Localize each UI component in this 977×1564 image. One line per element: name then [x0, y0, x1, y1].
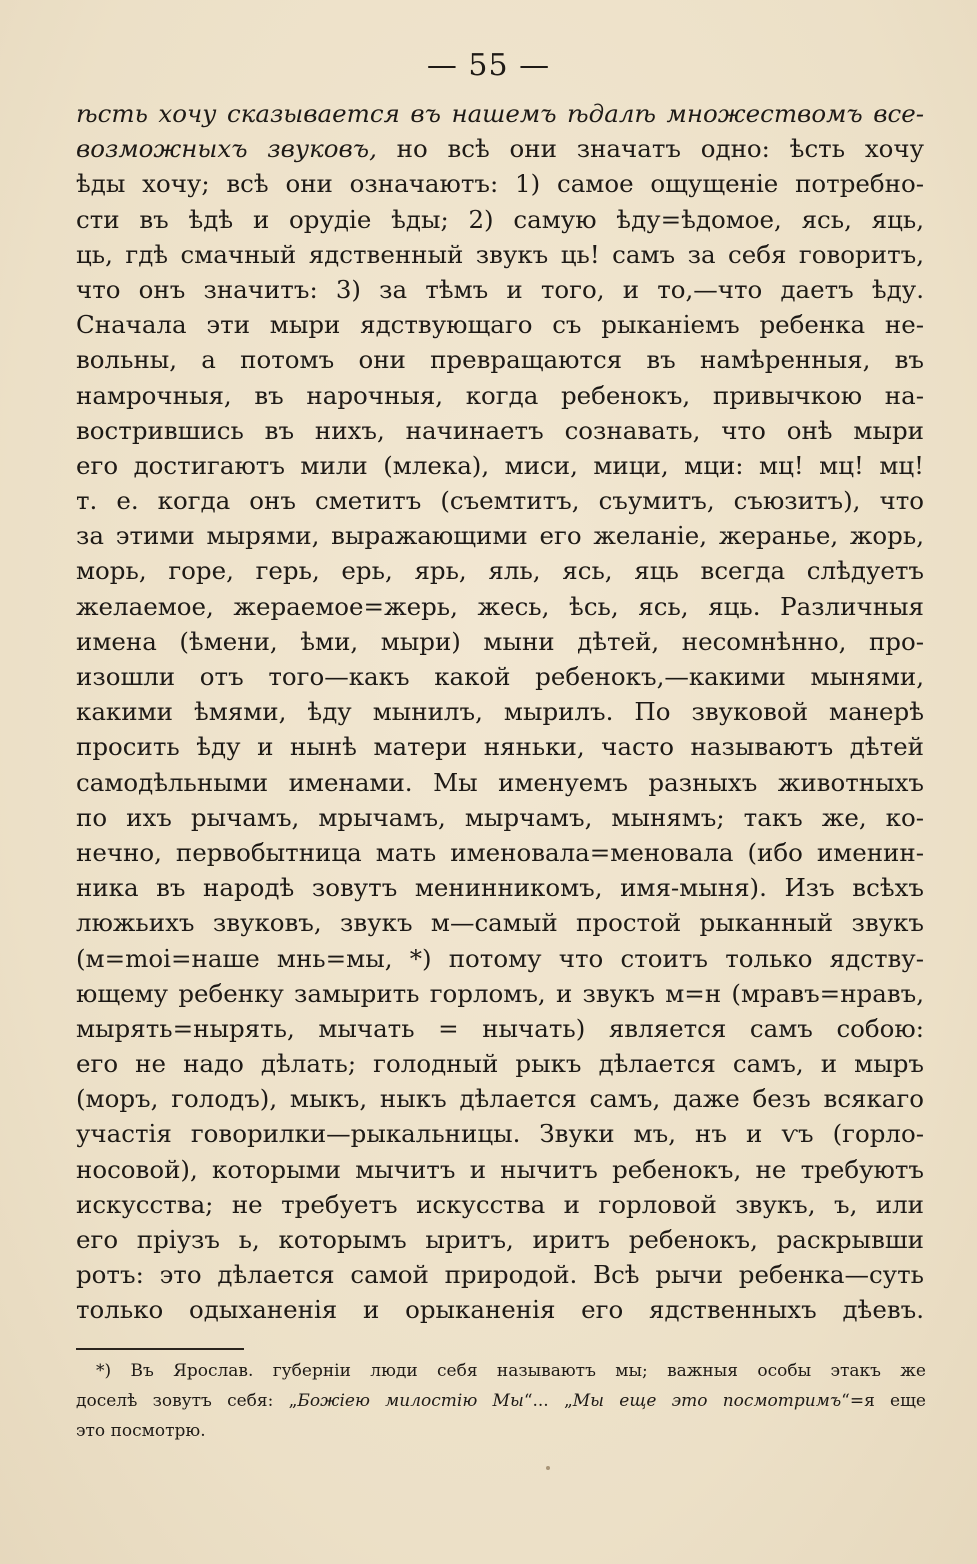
- footnote-line: [76, 1386, 926, 1416]
- footnote-line: *) Въ Ярослав. губерніи люди себя называютъ мы; важныя особы этакъ же: [96, 1361, 926, 1381]
- text-line: ника въ народѣ зовутъ менинникомъ, имя-мыня). Изъ всѣхъ: [76, 873, 924, 903]
- text-line: ць, гдѣ смачный ядственный звукъ ць! самъ за себя говоритъ,: [76, 239, 924, 269]
- text-line: какими ѣмями, ѣду мынилъ, мырилъ. По звуковой манерѣ: [76, 697, 924, 727]
- page-number: — 55 —: [426, 48, 551, 83]
- italic-text: возможныхъ звуковъ,: [76, 134, 377, 164]
- text-run: но всѣ они значатъ одно: ѣсть хочу: [376, 134, 924, 164]
- text-line: ющему ребенку замырить горломъ, и звукъ м=н (мравъ=нравъ,: [76, 978, 924, 1008]
- text-line: морь, горе, герь, ерь, ярь, яль, ясь, яць всегда слѣдуетъ: [76, 556, 924, 586]
- footnote-line: это посмотрю.: [76, 1421, 206, 1441]
- text-line: участія говорилки—рыкальницы. Звуки мъ, нъ и ѵъ (горло-: [76, 1119, 924, 1149]
- paper-speck: [546, 1466, 550, 1470]
- text-line: желаемое, жераемое=жерь, жесь, ѣсь, ясь, яць. Различныя: [76, 591, 924, 621]
- text-line: изошли отъ того—какъ какой ребенокъ,—какими мынями,: [76, 662, 924, 691]
- text-run: доселѣ зовутъ себя: „: [76, 1391, 298, 1411]
- text-line: за этими мырями, выражающими его желаніе, жеранье, жорь,: [76, 521, 924, 551]
- text-run: “=я еще: [841, 1391, 926, 1411]
- text-line: его не надо дѣлать; голодный рыкъ дѣлается самъ, и мыръ: [76, 1049, 924, 1079]
- text-line: по ихъ рычамъ, мрычамъ, мырчамъ, мынямъ; такъ же, ко-: [76, 802, 924, 832]
- footnote: [76, 1356, 926, 1446]
- text-line: (м=moi=наше мнь=мы, *) потому что стоитъ только ядству-: [76, 943, 924, 973]
- text-line: его достигаютъ мили (млека), миси, мици, мци: мц! мц! мц!: [76, 450, 924, 480]
- text-line: намрочныя, въ нарочныя, когда ребенокъ, привычкою на-: [76, 380, 924, 410]
- text-line: люжьихъ звуковъ, звукъ м—самый простой рыканный звукъ: [76, 908, 924, 938]
- text-line: просить ѣду и нынѣ матери няньки, часто называютъ дѣтей: [76, 732, 924, 762]
- text-line: что онъ значитъ: 3) за тѣмъ и того, и то,—что даетъ ѣду.: [76, 274, 924, 304]
- text-line: вольны, а потомъ они превращаются въ намѣренныя, въ: [76, 345, 924, 375]
- text-line: вострившись въ нихъ, начинаетъ сознавать, что онѣ мыри: [76, 415, 924, 445]
- text-line: только одыханенія и орыканенія его ядственныхъ дѣевъ.: [76, 1295, 924, 1325]
- italic-text: Божіею милостію Мы: [297, 1391, 524, 1411]
- text-line: [76, 96, 924, 131]
- main-text: [76, 96, 924, 1363]
- text-line: (моръ, голодъ), мыкъ, ныкъ дѣлается самъ, даже безъ всякаго: [76, 1084, 924, 1114]
- text-line: [76, 131, 924, 166]
- text-line: ѣды хочу; всѣ они означаютъ: 1) самое ощущеніе потребно-: [76, 169, 924, 199]
- text-line: самодѣльными именами. Мы именуемъ разныхъ животныхъ: [76, 767, 924, 797]
- text-line: Сначала эти мыри ядствующаго съ рыканіемъ ребенка не-: [76, 310, 924, 340]
- italic-text: ѣсть хочу сказывается въ нашемъ ѣдалѣ множествомъ все-: [76, 99, 924, 128]
- text-line: т. е. когда онъ сметитъ (съемтитъ, съумитъ, съюзитъ), что: [76, 486, 924, 516]
- italic-text: Мы еще это посмотримъ: [572, 1391, 842, 1411]
- text-line: носовой), которыми мычитъ и нычитъ ребенокъ, не требуютъ: [76, 1154, 924, 1184]
- text-line: ротъ: это дѣлается самой природой. Всѣ рычи ребенка—суть: [76, 1260, 924, 1290]
- text-line: имена (ѣмени, ѣми, мыри) мыни дѣтей, несомнѣнно, про-: [76, 626, 924, 656]
- footnote-divider: [76, 1348, 244, 1350]
- text-line: сти въ ѣдѣ и орудіе ѣды; 2) самую ѣду=ѣдомое, ясь, яць,: [76, 204, 924, 234]
- text-line: нечно, первобытница мать именовала=меновала (ибо именин-: [76, 837, 924, 867]
- text-line: его пріузъ ь, которымъ ыритъ, иритъ ребенокъ, раскрывши: [76, 1225, 924, 1254]
- text-line: мырять=нырять, мычать = нычать) является самъ собою:: [76, 1013, 924, 1043]
- text-run: “... „: [523, 1391, 573, 1411]
- text-line: искусства; не требуетъ искусства и горловой звукъ, ъ, или: [76, 1189, 924, 1219]
